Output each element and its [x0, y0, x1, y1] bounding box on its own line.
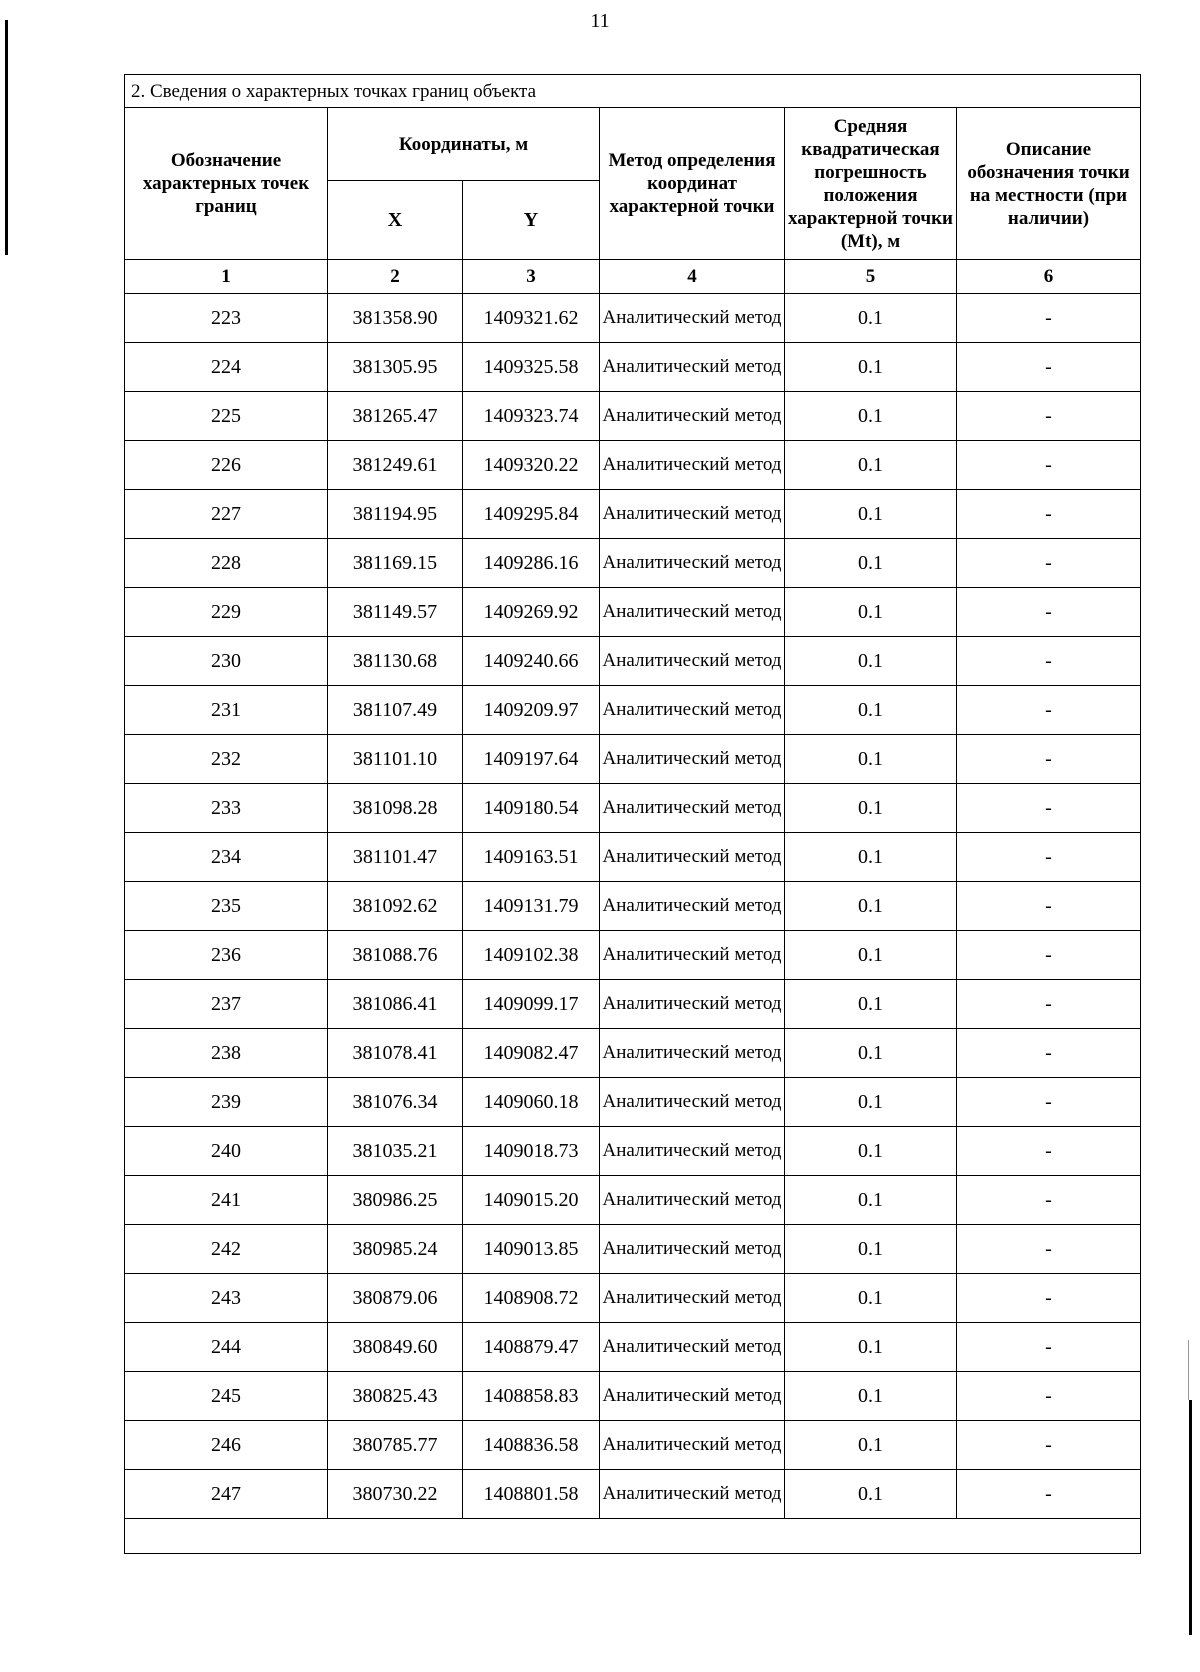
- mt-error-cell: 0.1: [785, 1225, 957, 1274]
- mt-error-cell: 0.1: [785, 1078, 957, 1127]
- table-row: [125, 490, 1141, 539]
- table-row: [125, 833, 1141, 882]
- y-coordinate-cell: 1409013.85: [463, 1225, 600, 1274]
- description-cell: -: [957, 1372, 1141, 1421]
- x-coordinate-cell: 381107.49: [328, 686, 463, 735]
- x-coordinate-cell: 381249.61: [328, 441, 463, 490]
- y-coordinate-cell: 1409163.51: [463, 833, 600, 882]
- y-coordinate-cell: 1409018.73: [463, 1127, 600, 1176]
- x-coordinate-cell: 380985.24: [328, 1225, 463, 1274]
- scan-edge-mark-left: [5, 20, 8, 255]
- point-id-cell: 228: [125, 539, 328, 588]
- table-row: [125, 441, 1141, 490]
- header-method: Метод определения координат характерной точки: [600, 108, 785, 260]
- x-coordinate-cell: 380879.06: [328, 1274, 463, 1323]
- x-coordinate-cell: 380785.77: [328, 1421, 463, 1470]
- mt-error-cell: 0.1: [785, 1127, 957, 1176]
- description-cell: -: [957, 1323, 1141, 1372]
- x-coordinate-cell: 381092.62: [328, 882, 463, 931]
- table-row: [125, 1176, 1141, 1225]
- table-row: [125, 1274, 1141, 1323]
- mt-error-cell: 0.1: [785, 980, 957, 1029]
- x-coordinate-cell: 381305.95: [328, 343, 463, 392]
- x-coordinate-cell: 381358.90: [328, 294, 463, 343]
- method-cell: Аналитический метод: [600, 1176, 785, 1225]
- description-cell: -: [957, 686, 1141, 735]
- mt-error-cell: 0.1: [785, 441, 957, 490]
- column-number: 2: [328, 260, 463, 294]
- mt-error-cell: 0.1: [785, 343, 957, 392]
- method-cell: Аналитический метод: [600, 1470, 785, 1519]
- point-id-cell: 229: [125, 588, 328, 637]
- y-coordinate-cell: 1409180.54: [463, 784, 600, 833]
- point-id-cell: 242: [125, 1225, 328, 1274]
- y-coordinate-cell: 1409102.38: [463, 931, 600, 980]
- y-coordinate-cell: 1409060.18: [463, 1078, 600, 1127]
- column-number: 3: [463, 260, 600, 294]
- header-coordinates: Координаты, м: [328, 108, 600, 181]
- point-id-cell: 246: [125, 1421, 328, 1470]
- x-coordinate-cell: 381101.10: [328, 735, 463, 784]
- point-id-cell: 247: [125, 1470, 328, 1519]
- table-row: [125, 1323, 1141, 1372]
- y-coordinate-cell: 1409197.64: [463, 735, 600, 784]
- y-coordinate-cell: 1409099.17: [463, 980, 600, 1029]
- point-id-cell: 241: [125, 1176, 328, 1225]
- x-coordinate-cell: 381101.47: [328, 833, 463, 882]
- table-row: [125, 1029, 1141, 1078]
- mt-error-cell: 0.1: [785, 1176, 957, 1225]
- table-row: [125, 882, 1141, 931]
- method-cell: Аналитический метод: [600, 539, 785, 588]
- description-cell: -: [957, 833, 1141, 882]
- point-id-cell: 227: [125, 490, 328, 539]
- method-cell: Аналитический метод: [600, 1029, 785, 1078]
- column-number: 6: [957, 260, 1141, 294]
- description-cell: -: [957, 539, 1141, 588]
- table-row: [125, 1470, 1141, 1519]
- section-title: 2. Сведения о характерных точках границ объекта: [125, 75, 1141, 108]
- method-cell: Аналитический метод: [600, 490, 785, 539]
- point-id-cell: 244: [125, 1323, 328, 1372]
- boundary-points-table: [124, 74, 1141, 1554]
- x-coordinate-cell: 381098.28: [328, 784, 463, 833]
- point-id-cell: 238: [125, 1029, 328, 1078]
- mt-error-cell: 0.1: [785, 1029, 957, 1078]
- point-id-cell: 232: [125, 735, 328, 784]
- description-cell: -: [957, 1470, 1141, 1519]
- point-id-cell: 245: [125, 1372, 328, 1421]
- scan-edge-mark-right-faint: [1188, 1340, 1189, 1400]
- method-cell: Аналитический метод: [600, 1372, 785, 1421]
- table-row: [125, 784, 1141, 833]
- x-coordinate-cell: 381076.34: [328, 1078, 463, 1127]
- mt-error-cell: 0.1: [785, 833, 957, 882]
- y-coordinate-cell: 1409323.74: [463, 392, 600, 441]
- mt-error-cell: 0.1: [785, 1274, 957, 1323]
- mt-error-cell: 0.1: [785, 392, 957, 441]
- table-row: [125, 735, 1141, 784]
- y-coordinate-cell: 1408836.58: [463, 1421, 600, 1470]
- point-id-cell: 239: [125, 1078, 328, 1127]
- page-number: 11: [590, 10, 610, 32]
- scan-edge-mark-right: [1189, 1400, 1192, 1635]
- mt-error-cell: 0.1: [785, 686, 957, 735]
- mt-error-cell: 0.1: [785, 637, 957, 686]
- table-row: [125, 539, 1141, 588]
- y-coordinate-cell: 1409295.84: [463, 490, 600, 539]
- method-cell: Аналитический метод: [600, 833, 785, 882]
- description-cell: -: [957, 441, 1141, 490]
- method-cell: Аналитический метод: [600, 1274, 785, 1323]
- method-cell: Аналитический метод: [600, 931, 785, 980]
- x-coordinate-cell: 381130.68: [328, 637, 463, 686]
- x-coordinate-cell: 381086.41: [328, 980, 463, 1029]
- column-number: 5: [785, 260, 957, 294]
- y-coordinate-cell: 1408858.83: [463, 1372, 600, 1421]
- mt-error-cell: 0.1: [785, 735, 957, 784]
- y-coordinate-cell: 1409082.47: [463, 1029, 600, 1078]
- column-number: 4: [600, 260, 785, 294]
- table-row: [125, 686, 1141, 735]
- y-coordinate-cell: 1409269.92: [463, 588, 600, 637]
- table-row: [125, 1127, 1141, 1176]
- point-id-cell: 230: [125, 637, 328, 686]
- mt-error-cell: 0.1: [785, 588, 957, 637]
- method-cell: Аналитический метод: [600, 1421, 785, 1470]
- point-id-cell: 225: [125, 392, 328, 441]
- point-id-cell: 224: [125, 343, 328, 392]
- header-y: Y: [463, 181, 600, 260]
- method-cell: Аналитический метод: [600, 1127, 785, 1176]
- description-cell: -: [957, 931, 1141, 980]
- description-cell: -: [957, 1225, 1141, 1274]
- point-id-cell: 231: [125, 686, 328, 735]
- mt-error-cell: 0.1: [785, 931, 957, 980]
- table-row: [125, 980, 1141, 1029]
- x-coordinate-cell: 381149.57: [328, 588, 463, 637]
- y-coordinate-cell: 1409321.62: [463, 294, 600, 343]
- point-id-cell: 237: [125, 980, 328, 1029]
- table-row: [125, 931, 1141, 980]
- table-row: [125, 343, 1141, 392]
- header-x: X: [328, 181, 463, 260]
- x-coordinate-cell: 381194.95: [328, 490, 463, 539]
- y-coordinate-cell: 1408908.72: [463, 1274, 600, 1323]
- header-error: Средняя квадратическая погрешность положения характерной точки (Mt), м: [785, 108, 957, 260]
- method-cell: Аналитический метод: [600, 882, 785, 931]
- y-coordinate-cell: 1409320.22: [463, 441, 600, 490]
- description-cell: -: [957, 392, 1141, 441]
- y-coordinate-cell: 1408801.58: [463, 1470, 600, 1519]
- table-body: [125, 294, 1141, 1519]
- description-cell: -: [957, 294, 1141, 343]
- description-cell: -: [957, 1127, 1141, 1176]
- header-description: Описание обозначения точки на местности (при наличии): [957, 108, 1141, 260]
- method-cell: Аналитический метод: [600, 588, 785, 637]
- mt-error-cell: 0.1: [785, 294, 957, 343]
- mt-error-cell: 0.1: [785, 1470, 957, 1519]
- mt-error-cell: 0.1: [785, 1421, 957, 1470]
- x-coordinate-cell: 380825.43: [328, 1372, 463, 1421]
- table-row: [125, 392, 1141, 441]
- table-row: [125, 294, 1141, 343]
- column-number: 1: [125, 260, 328, 294]
- method-cell: Аналитический метод: [600, 1323, 785, 1372]
- description-cell: -: [957, 980, 1141, 1029]
- point-id-cell: 235: [125, 882, 328, 931]
- table-row: [125, 1225, 1141, 1274]
- description-cell: -: [957, 882, 1141, 931]
- description-cell: -: [957, 1421, 1141, 1470]
- method-cell: Аналитический метод: [600, 735, 785, 784]
- method-cell: Аналитический метод: [600, 294, 785, 343]
- description-cell: -: [957, 588, 1141, 637]
- y-coordinate-cell: 1409325.58: [463, 343, 600, 392]
- x-coordinate-cell: 381035.21: [328, 1127, 463, 1176]
- empty-footer-cell: [125, 1519, 1141, 1554]
- point-id-cell: 234: [125, 833, 328, 882]
- description-cell: -: [957, 1078, 1141, 1127]
- description-cell: -: [957, 1029, 1141, 1078]
- description-cell: -: [957, 343, 1141, 392]
- y-coordinate-cell: 1409209.97: [463, 686, 600, 735]
- y-coordinate-cell: 1409131.79: [463, 882, 600, 931]
- method-cell: Аналитический метод: [600, 343, 785, 392]
- mt-error-cell: 0.1: [785, 882, 957, 931]
- empty-footer-row: [125, 1519, 1141, 1554]
- mt-error-cell: 0.1: [785, 490, 957, 539]
- x-coordinate-cell: 380849.60: [328, 1323, 463, 1372]
- table-row: [125, 1372, 1141, 1421]
- y-coordinate-cell: 1409015.20: [463, 1176, 600, 1225]
- description-cell: -: [957, 735, 1141, 784]
- method-cell: Аналитический метод: [600, 1225, 785, 1274]
- y-coordinate-cell: 1408879.47: [463, 1323, 600, 1372]
- x-coordinate-cell: 380986.25: [328, 1176, 463, 1225]
- description-cell: -: [957, 637, 1141, 686]
- method-cell: Аналитический метод: [600, 784, 785, 833]
- y-coordinate-cell: 1409286.16: [463, 539, 600, 588]
- point-id-cell: 240: [125, 1127, 328, 1176]
- table-row: [125, 588, 1141, 637]
- method-cell: Аналитический метод: [600, 392, 785, 441]
- method-cell: Аналитический метод: [600, 686, 785, 735]
- mt-error-cell: 0.1: [785, 1323, 957, 1372]
- mt-error-cell: 0.1: [785, 539, 957, 588]
- description-cell: -: [957, 784, 1141, 833]
- header-designation: Обозначение характерных точек границ: [125, 108, 328, 260]
- point-id-cell: 233: [125, 784, 328, 833]
- x-coordinate-cell: 380730.22: [328, 1470, 463, 1519]
- method-cell: Аналитический метод: [600, 980, 785, 1029]
- mt-error-cell: 0.1: [785, 1372, 957, 1421]
- y-coordinate-cell: 1409240.66: [463, 637, 600, 686]
- point-id-cell: 223: [125, 294, 328, 343]
- table-row: [125, 637, 1141, 686]
- table-row: [125, 1421, 1141, 1470]
- method-cell: Аналитический метод: [600, 1078, 785, 1127]
- x-coordinate-cell: 381078.41: [328, 1029, 463, 1078]
- description-cell: -: [957, 1176, 1141, 1225]
- method-cell: Аналитический метод: [600, 441, 785, 490]
- x-coordinate-cell: 381169.15: [328, 539, 463, 588]
- table-row: [125, 1078, 1141, 1127]
- point-id-cell: 236: [125, 931, 328, 980]
- column-number-row: [125, 260, 1141, 294]
- point-id-cell: 243: [125, 1274, 328, 1323]
- description-cell: -: [957, 490, 1141, 539]
- method-cell: Аналитический метод: [600, 637, 785, 686]
- x-coordinate-cell: 381088.76: [328, 931, 463, 980]
- point-id-cell: 226: [125, 441, 328, 490]
- mt-error-cell: 0.1: [785, 784, 957, 833]
- description-cell: -: [957, 1274, 1141, 1323]
- x-coordinate-cell: 381265.47: [328, 392, 463, 441]
